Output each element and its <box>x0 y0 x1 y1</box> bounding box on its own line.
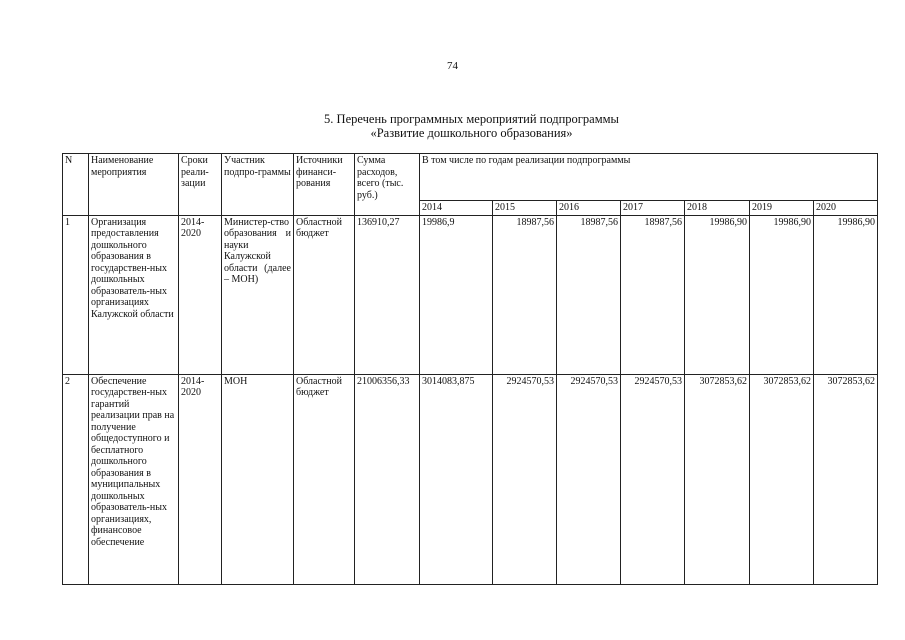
row-terms: 2014-2020 <box>179 215 222 374</box>
row-value-2015: 18987,56 <box>493 215 557 374</box>
row-terms: 2014-2020 <box>179 374 222 584</box>
row-activity-name: Организация предоставления дошкольного образования в государствен-ных дошкольных образователь-ных организациях Калужской области <box>89 215 179 374</box>
row-source: Областной бюджет <box>294 374 355 584</box>
year-header: 2016 <box>557 201 621 216</box>
header-name: Наименование мероприятия <box>89 154 179 216</box>
row-value-2020: 19986,90 <box>814 215 878 374</box>
section-title <box>0 112 905 140</box>
header-sources: Источники финанси-рования <box>294 154 355 216</box>
row-participant: Министер-ство образования и науки Калужской области (далее – МОН) <box>222 215 294 374</box>
row-value-2014: 19986,9 <box>420 215 493 374</box>
page-number: 74 <box>447 60 458 72</box>
year-header: 2015 <box>493 201 557 216</box>
row-source: Областной бюджет <box>294 215 355 374</box>
table-row <box>63 374 878 584</box>
row-value-2014: 3014083,875 <box>420 374 493 584</box>
row-value-2019: 19986,90 <box>750 215 814 374</box>
row-value-2018: 19986,90 <box>685 215 750 374</box>
header-by-years: В том числе по годам реализации подпрограммы <box>420 154 878 201</box>
header-participant: Участник подпро-граммы <box>222 154 294 216</box>
row-value-2016: 18987,56 <box>557 215 621 374</box>
table-row <box>63 215 878 374</box>
table-header-row <box>63 154 878 201</box>
year-header: 2014 <box>420 201 493 216</box>
header-n: N <box>63 154 89 216</box>
row-value-2017: 18987,56 <box>621 215 685 374</box>
row-number: 2 <box>63 374 89 584</box>
row-value-2018: 3072853,62 <box>685 374 750 584</box>
year-header: 2020 <box>814 201 878 216</box>
year-header: 2019 <box>750 201 814 216</box>
activities-table <box>62 153 878 585</box>
row-activity-name: Обеспечение государствен-ных гарантий реализации прав на получение общедоступного и бесплатного дошкольного образования в муниципальных дошкольных образователь-ных организациях, финансовое обеспечение <box>89 374 179 584</box>
section-title-line-2: «Развитие дошкольного образования» <box>370 126 573 140</box>
year-header: 2018 <box>685 201 750 216</box>
row-value-2020: 3072853,62 <box>814 374 878 584</box>
row-sum: 21006356,33 <box>355 374 420 584</box>
section-title-line-1: 5. Перечень программных мероприятий подпрограммы <box>324 112 619 126</box>
year-header: 2017 <box>621 201 685 216</box>
row-value-2015: 2924570,53 <box>493 374 557 584</box>
row-sum: 136910,27 <box>355 215 420 374</box>
row-participant: МОН <box>222 374 294 584</box>
header-terms: Сроки реали-зации <box>179 154 222 216</box>
header-sum: Сумма расходов, всего (тыс. руб.) <box>355 154 420 216</box>
row-value-2016: 2924570,53 <box>557 374 621 584</box>
row-value-2017: 2924570,53 <box>621 374 685 584</box>
row-value-2019: 3072853,62 <box>750 374 814 584</box>
row-number: 1 <box>63 215 89 374</box>
